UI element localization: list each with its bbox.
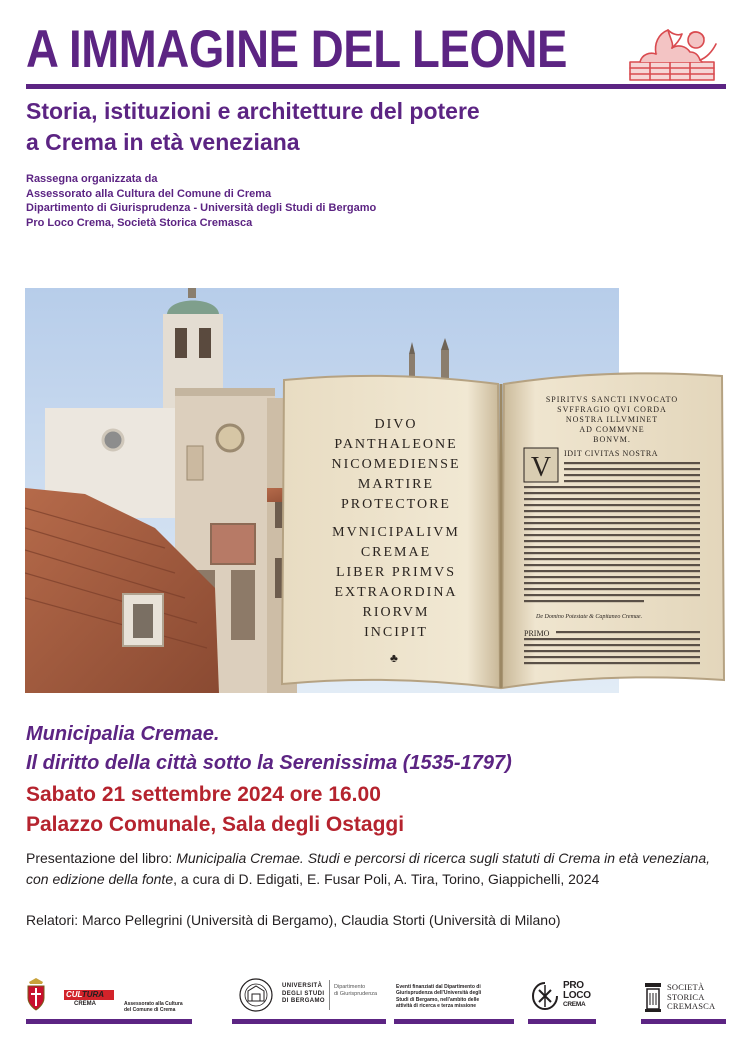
- unibg-line-3: DI BERGAMO: [282, 998, 325, 1004]
- proloco-line-2: LOCO: [563, 990, 591, 1001]
- subtitle: [26, 96, 626, 158]
- proloco-wordmark: [563, 981, 591, 1009]
- title-underline: [26, 84, 726, 89]
- unibg-divider: [329, 980, 330, 1010]
- book-right-heading-1: SPIRITVS SANCTI INVOCATO: [545, 395, 679, 404]
- storica-line-3: CREMASCA: [667, 1001, 716, 1011]
- assessorato-line-2: del Comune di Crema: [124, 1007, 176, 1014]
- storica-line-2: STORICA: [667, 991, 705, 1002]
- book-left-line-4: MARTIRE: [357, 477, 435, 492]
- unibg-seal-icon: [234, 977, 278, 1013]
- unibg-line-2: DEGLI STUDI: [282, 990, 325, 997]
- unibg-line-1: UNIVERSITÀ: [282, 983, 323, 989]
- book-title: [26, 720, 726, 778]
- book-left-line-1: DIVO: [374, 417, 418, 432]
- comune-crema-crest-icon: [26, 978, 46, 1012]
- cultura-crema-logo: [64, 990, 114, 1008]
- unibg-department: [334, 984, 377, 998]
- poster-title: A IMMAGINE DEL LEONE: [26, 20, 567, 79]
- book-primo: PRIMO: [524, 629, 550, 638]
- book-left-line-2: PANTHALEONE: [334, 437, 458, 452]
- proloco-emblem-icon: [530, 981, 560, 1011]
- book-left-line-10: RIORVM: [362, 605, 430, 620]
- book-right-heading-5: BONVM.: [593, 435, 631, 444]
- book-left-line-8: LIBER PRIMVS: [335, 565, 457, 580]
- assessorato-caption: [124, 1001, 194, 1014]
- cultura-badge: [64, 990, 114, 1000]
- event-place: Palazzo Comunale, Sala degli Ostaggi: [26, 813, 405, 836]
- cultura-tura: TURA: [81, 990, 105, 999]
- funding-line-3: Studi di Bergamo, nell'ambito delle: [396, 996, 480, 1003]
- proloco-line-3: CREMA: [563, 1001, 586, 1008]
- book-initial-letter: V: [530, 452, 552, 483]
- funding-note: [396, 984, 514, 1009]
- fleuron-icon: ♣: [390, 651, 398, 665]
- storica-line-1: SOCIETÀ: [667, 982, 705, 992]
- organizers-block: [26, 172, 626, 230]
- funding-line-2: Giurisprudenza dell'Università degli: [396, 990, 482, 997]
- book-right-heading-3: NOSTRA ILLVMINET: [565, 415, 659, 424]
- cultura-crema-word: CREMA: [74, 1001, 96, 1007]
- book-left-line-5: PROTECTORE: [341, 497, 451, 512]
- event-date: Sabato 21 settembre 2024 ore 16.00: [26, 783, 381, 806]
- book-right-first-line: IDIT CIVITAS NOSTRA: [564, 449, 659, 458]
- book-right-heading-2: SVFFRAGIO QVI CORDA: [557, 405, 667, 414]
- book-left-line-9: EXTRAORDINA: [334, 585, 458, 600]
- organizer-2: Dipartimento di Giurisprudenza - Università degli Studi di Bergamo: [26, 202, 377, 214]
- societa-storica-wordmark: [667, 983, 715, 1012]
- organizer-3: Pro Loco Crema, Società Storica Cremasca: [26, 216, 253, 229]
- subtitle-line-1: Storia, istituzioni e architetture del potere: [26, 98, 480, 124]
- dept-line-1: Dipartimento: [334, 984, 366, 990]
- footer-bar-unibg: [232, 1019, 386, 1024]
- book-left-line-11: INCIPIT: [364, 625, 428, 640]
- funding-line-4: attività di ricerca e terza missione: [396, 1002, 477, 1009]
- presentation-suffix: , a cura di D. Edigati, E. Fusar Poli, A. Tira, Torino, Giappichelli, 2024: [173, 871, 600, 887]
- presentation-title: Municipalia Cremae. Studi e percorsi di ricerca sugli statuti di Crema in età veneziana, con edizione della fonte: [26, 850, 711, 887]
- unibg-wordmark: [282, 983, 325, 1006]
- footer-bar-comune: [26, 1019, 192, 1024]
- book-left-line-7: CREMAE: [360, 545, 432, 560]
- societa-storica-crest-icon: [643, 979, 663, 1013]
- presentation-description: [26, 848, 726, 890]
- subtitle-line-2: a Crema in età veneziana: [26, 129, 300, 155]
- cultura-cul: CUL: [66, 990, 82, 999]
- book-title-line-2: Il diritto della città sotto la Serenissima (1535-1797): [26, 752, 512, 774]
- footer-bar-proloco: [528, 1019, 596, 1024]
- footer-bar-storica: [641, 1019, 726, 1024]
- book-right-heading-4: AD COMMVNE: [579, 425, 645, 434]
- organizers-intro: Rassegna organizzata da: [26, 173, 158, 185]
- book-left-line-3: NICOMEDIENSE: [331, 457, 461, 472]
- footer-bar-funding: [394, 1019, 514, 1024]
- dept-line-2: di Giurisprudenza: [334, 991, 378, 997]
- book-dedication: De Domino Potestate & Capitaneo Cremae.: [536, 614, 643, 620]
- winged-lion-icon: [620, 26, 724, 82]
- statute-book-image: [278, 366, 726, 696]
- presentation-prefix: Presentazione del libro:: [26, 850, 177, 866]
- book-title-line-1: Municipalia Cremae.: [26, 723, 220, 745]
- proloco-line-1: PRO: [563, 980, 584, 991]
- speakers: Relatori: Marco Pellegrini (Università di Bergamo), Claudia Storti (Università di Milano): [26, 912, 561, 928]
- book-left-line-6: MVNICIPALIVM: [332, 525, 460, 540]
- assessorato-line-1: Assessorato alla Cultura: [124, 1001, 183, 1007]
- organizer-1: Assessorato alla Cultura del Comune di Crema: [26, 187, 272, 200]
- funding-line-1: Eventi finanziati dal Dipartimento di: [396, 984, 481, 990]
